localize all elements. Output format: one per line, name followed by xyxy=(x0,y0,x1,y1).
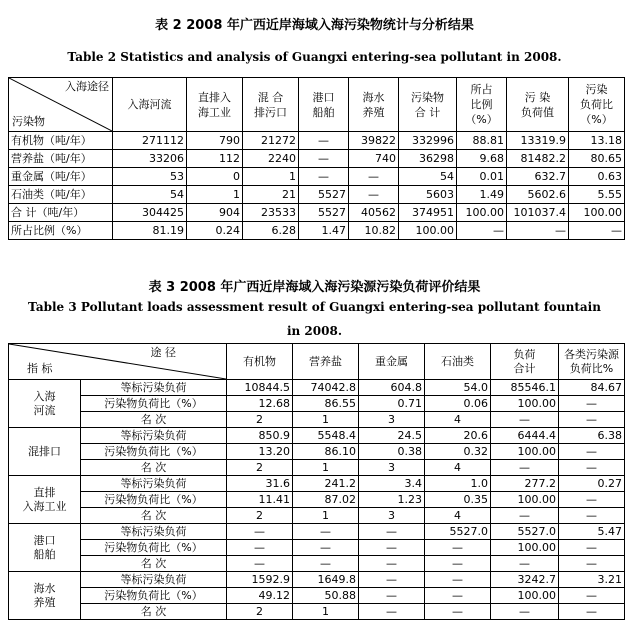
table2-cell: 740 xyxy=(349,150,399,168)
table3-group-label xyxy=(9,572,81,620)
header-line: 负荷比 xyxy=(580,98,613,111)
table3-cell: 2 xyxy=(227,460,293,476)
group-line: 混排口 xyxy=(28,444,61,458)
table2-cell: 100.00 xyxy=(399,222,457,240)
table2-row-label: 重金属（吨/年） xyxy=(9,168,113,186)
table3-col-header xyxy=(559,344,625,380)
table2-cell: — xyxy=(349,186,399,204)
table3-cell: — xyxy=(425,540,491,556)
table3-header-row xyxy=(9,344,625,380)
table3-cell: 3 xyxy=(359,412,425,428)
header-line: 合 计 xyxy=(414,105,441,119)
table2-cell: 5603 xyxy=(399,186,457,204)
header-line: 负荷比% xyxy=(569,361,614,375)
table2-cell: 632.7 xyxy=(507,168,569,186)
table2-row-label: 合 计（吨/年） xyxy=(9,204,113,222)
table2-col-header xyxy=(243,78,299,132)
table3-row xyxy=(9,524,625,540)
table2-cell: 39822 xyxy=(349,132,399,150)
table3-cell: — xyxy=(559,460,625,476)
header-line: （%） xyxy=(465,113,498,126)
table3-cell: 6444.4 xyxy=(491,428,559,444)
table3-cell: 5.47 xyxy=(559,524,625,540)
table3-cell: 74042.8 xyxy=(293,380,359,396)
table2-col-header xyxy=(399,78,457,132)
table3-col-header xyxy=(359,344,425,380)
table3-cell: 0.35 xyxy=(425,492,491,508)
table3-cell: 850.9 xyxy=(227,428,293,444)
table3-cell: 54.0 xyxy=(425,380,491,396)
table2-cell: 81482.2 xyxy=(507,150,569,168)
header-line: 营养盐 xyxy=(309,354,342,368)
table3-cell: 1 xyxy=(293,460,359,476)
table3-cell: 0.06 xyxy=(425,396,491,412)
table2-corner-bottom: 污染物 xyxy=(12,115,45,128)
table3-col-header xyxy=(425,344,491,380)
table2-row-label: 石油类（吨/年） xyxy=(9,186,113,204)
header-line: 重金属 xyxy=(375,354,408,368)
table3-cell: 1649.8 xyxy=(293,572,359,588)
table3-title-en-line2: in 2008. xyxy=(286,324,343,338)
table2-cell: 53 xyxy=(113,168,187,186)
table2-cell: — xyxy=(299,168,349,186)
table3-cell: 0.27 xyxy=(559,476,625,492)
table3-group-label xyxy=(9,428,81,476)
table3-cell: 0.71 xyxy=(359,396,425,412)
table3-cell: 100.00 xyxy=(491,444,559,460)
table2-cell: 0.24 xyxy=(187,222,243,240)
table2-cell: 5527 xyxy=(299,204,349,222)
group-line: 港口 xyxy=(33,533,56,547)
group-line: 入海 xyxy=(33,389,56,403)
table3-row-label: 污染物负荷比（%） xyxy=(81,588,227,604)
table3-cell: 100.00 xyxy=(491,492,559,508)
table2-cell: 1.49 xyxy=(457,186,507,204)
table3-cell: — xyxy=(559,556,625,572)
header-line: 混 合 xyxy=(257,90,284,104)
table3-corner-cell xyxy=(9,344,227,380)
table2-cell: 304425 xyxy=(113,204,187,222)
table3-cell: 50.88 xyxy=(293,588,359,604)
table2-cell: 5.55 xyxy=(569,186,625,204)
header-line: 负荷 xyxy=(513,347,536,361)
table2-cell: 36298 xyxy=(399,150,457,168)
table3-cell: — xyxy=(227,556,293,572)
table3-row xyxy=(9,460,625,476)
group-line: 河流 xyxy=(33,403,56,417)
table3-cell: 3 xyxy=(359,460,425,476)
group-line: 直排 xyxy=(33,485,56,499)
table3-row-label: 名 次 xyxy=(81,460,227,476)
table2-cell: 332996 xyxy=(399,132,457,150)
table2-cell: 1 xyxy=(243,168,299,186)
table3-cell: 13.20 xyxy=(227,444,293,460)
header-line: 入海河流 xyxy=(127,98,172,111)
table3-cell: 1 xyxy=(293,412,359,428)
table3-cell: 20.6 xyxy=(425,428,491,444)
header-line: 养殖 xyxy=(362,105,385,119)
header-line: （%） xyxy=(580,113,613,126)
table3-cell: — xyxy=(293,556,359,572)
table2-cell: 80.65 xyxy=(569,150,625,168)
table2-cell: 5602.6 xyxy=(507,186,569,204)
table3-cell: 4 xyxy=(425,412,491,428)
table3-row-label: 名 次 xyxy=(81,604,227,620)
table2-header-row xyxy=(9,78,625,132)
table3-cell: 31.6 xyxy=(227,476,293,492)
table3-row xyxy=(9,588,625,604)
table2-cell: 0 xyxy=(187,168,243,186)
table3-cell: 100.00 xyxy=(491,540,559,556)
table3-row xyxy=(9,396,625,412)
header-line: 所占 xyxy=(470,83,493,96)
table3-cell: — xyxy=(559,444,625,460)
table2-cell: 40562 xyxy=(349,204,399,222)
table2-cell: 33206 xyxy=(113,150,187,168)
table3-cell: — xyxy=(491,508,559,524)
table2-col-header xyxy=(299,78,349,132)
table3-cell: 277.2 xyxy=(491,476,559,492)
table3-cell: 3.21 xyxy=(559,572,625,588)
table2-cell: 54 xyxy=(113,186,187,204)
table2-cell: 6.28 xyxy=(243,222,299,240)
table3-cell: — xyxy=(293,540,359,556)
table3-cell: — xyxy=(359,540,425,556)
table2-cell: 790 xyxy=(187,132,243,150)
table3-cell: — xyxy=(425,556,491,572)
table3-cell: — xyxy=(559,396,625,412)
table3-cell: 1.0 xyxy=(425,476,491,492)
table2-cell: — xyxy=(299,150,349,168)
table3-cell: 5527.0 xyxy=(491,524,559,540)
table3-cell: — xyxy=(359,604,425,620)
table3-row-label: 名 次 xyxy=(81,556,227,572)
table3-cell: 1.23 xyxy=(359,492,425,508)
table2-cell: 112 xyxy=(187,150,243,168)
table2-title-cn: 表 2 2008 年广西近岸海域入海污染物统计与分析结果 xyxy=(155,18,474,33)
table3-cell: — xyxy=(491,412,559,428)
table3-cell: — xyxy=(559,412,625,428)
table3-group-label xyxy=(9,524,81,572)
table3-cell: 87.02 xyxy=(293,492,359,508)
table3-row xyxy=(9,492,625,508)
table3-row xyxy=(9,380,625,396)
table3-cell: 3 xyxy=(359,508,425,524)
table3-group-label xyxy=(9,476,81,524)
table2-cell: 88.81 xyxy=(457,132,507,150)
table3-col-header xyxy=(227,344,293,380)
header-line: 海水 xyxy=(362,90,385,104)
table3-row-label: 等标污染负荷 xyxy=(81,380,227,396)
table3-group-label xyxy=(9,380,81,428)
table3-row-label: 等标污染负荷 xyxy=(81,428,227,444)
table3-cell: 2 xyxy=(227,412,293,428)
table3-row-label: 污染物负荷比（%） xyxy=(81,540,227,556)
table3-cell: — xyxy=(359,572,425,588)
table3-cell: 85546.1 xyxy=(491,380,559,396)
table2-row-label: 有机物（吨/年） xyxy=(9,132,113,150)
table2-row xyxy=(9,168,625,186)
header-line: 污染物 xyxy=(411,90,444,104)
table3-corner-top: 途 径 xyxy=(150,346,176,359)
table2-cell: 10.82 xyxy=(349,222,399,240)
header-line: 港口 xyxy=(312,90,335,104)
table2-cell: 100.00 xyxy=(569,204,625,222)
group-line: 入海工业 xyxy=(22,499,67,513)
table3-title-en-line1: Table 3 Pollutant loads assessment result of Guangxi entering-sea pollutant fountain xyxy=(28,300,601,314)
table2-cell: 1.47 xyxy=(299,222,349,240)
table2-col-header xyxy=(349,78,399,132)
table2-cell: 1 xyxy=(187,186,243,204)
table3-cell: 100.00 xyxy=(491,396,559,412)
table3-cell: 4 xyxy=(425,460,491,476)
table3-cell: 3242.7 xyxy=(491,572,559,588)
header-line: 石油类 xyxy=(441,354,474,368)
table3-cell: — xyxy=(227,524,293,540)
table3-title-cn: 表 3 2008 年广西近岸海域入海污染源污染负荷评价结果 xyxy=(148,280,481,295)
header-line: 负荷值 xyxy=(521,105,554,119)
table3-row xyxy=(9,476,625,492)
table3-cell: 12.68 xyxy=(227,396,293,412)
table3-row-label: 名 次 xyxy=(81,412,227,428)
table2-cell: 21 xyxy=(243,186,299,204)
group-line: 船舶 xyxy=(33,547,56,561)
table2-cell: 271112 xyxy=(113,132,187,150)
table2-cell: — xyxy=(507,222,569,240)
table2-cell: 374951 xyxy=(399,204,457,222)
table3-corner-bottom: 指 标 xyxy=(27,362,53,375)
table2-cell: — xyxy=(569,222,625,240)
table3-cell: — xyxy=(425,604,491,620)
table3-row-label: 等标污染负荷 xyxy=(81,524,227,540)
table2-row-label: 所占比例（%） xyxy=(9,222,113,240)
table3-cell: 86.55 xyxy=(293,396,359,412)
table3-cell: 86.10 xyxy=(293,444,359,460)
table3-col-header xyxy=(491,344,559,380)
table2-cell: 0.63 xyxy=(569,168,625,186)
table2-cell: 100.00 xyxy=(457,204,507,222)
table3-row-label: 名 次 xyxy=(81,508,227,524)
table2-corner-cell xyxy=(9,78,113,132)
table2-cell: 23533 xyxy=(243,204,299,222)
table2-row xyxy=(9,204,625,222)
header-line: 污染 xyxy=(585,83,608,96)
table2-col-header xyxy=(113,78,187,132)
table2-cell: — xyxy=(457,222,507,240)
table3-cell: — xyxy=(359,556,425,572)
table2-cell: 54 xyxy=(399,168,457,186)
table3-cell: — xyxy=(359,524,425,540)
table2-cell: 21272 xyxy=(243,132,299,150)
table3-cell: — xyxy=(559,540,625,556)
table2-col-header xyxy=(507,78,569,132)
header-line: 船舶 xyxy=(312,105,335,119)
table3-row xyxy=(9,428,625,444)
table3-cell: — xyxy=(559,492,625,508)
table3-row-label: 等标污染负荷 xyxy=(81,476,227,492)
table2-cell: — xyxy=(299,132,349,150)
header-line: 排污口 xyxy=(254,105,287,119)
table3-row xyxy=(9,412,625,428)
table3-row-label: 污染物负荷比（%） xyxy=(81,444,227,460)
table3-cell: — xyxy=(425,588,491,604)
table2-cell: 5527 xyxy=(299,186,349,204)
table3-cell: — xyxy=(359,588,425,604)
table3-cell: 1 xyxy=(293,508,359,524)
table3-cell: 49.12 xyxy=(227,588,293,604)
table3-cell: — xyxy=(227,540,293,556)
table3-cell: 5527.0 xyxy=(425,524,491,540)
table3-cell: 24.5 xyxy=(359,428,425,444)
table3-cell: 604.8 xyxy=(359,380,425,396)
table2-row xyxy=(9,186,625,204)
table3-cell: — xyxy=(491,604,559,620)
table2-col-header xyxy=(569,78,625,132)
table2-cell: — xyxy=(349,168,399,186)
table2-cell: 13.18 xyxy=(569,132,625,150)
table2-col-header xyxy=(457,78,507,132)
table3-cell: — xyxy=(293,524,359,540)
table2-cell: 81.19 xyxy=(113,222,187,240)
table3-cell: — xyxy=(425,572,491,588)
group-line: 养殖 xyxy=(33,595,56,609)
header-line: 污 染 xyxy=(524,90,551,104)
table3-row xyxy=(9,444,625,460)
table2-row xyxy=(9,132,625,150)
table3-cell: 11.41 xyxy=(227,492,293,508)
header-line: 直排入 xyxy=(198,90,231,104)
header-line: 有机物 xyxy=(243,354,276,368)
table3-cell: 0.32 xyxy=(425,444,491,460)
table2-cell: 0.01 xyxy=(457,168,507,186)
table3-col-header xyxy=(293,344,359,380)
table2-cell: 9.68 xyxy=(457,150,507,168)
table2-title-en: Table 2 Statistics and analysis of Guangxi entering-sea pollutant in 2008. xyxy=(67,50,562,64)
table3-cell: 2 xyxy=(227,508,293,524)
table3-row xyxy=(9,556,625,572)
table2-col-header xyxy=(187,78,243,132)
table3 xyxy=(8,343,625,620)
table3-row xyxy=(9,508,625,524)
table2-cell: 904 xyxy=(187,204,243,222)
table3-cell: 1 xyxy=(293,604,359,620)
table2-cell: 13319.9 xyxy=(507,132,569,150)
table3-row-label: 污染物负荷比（%） xyxy=(81,492,227,508)
table2-cell: 101037.4 xyxy=(507,204,569,222)
table3-cell: 10844.5 xyxy=(227,380,293,396)
table3-cell: 1592.9 xyxy=(227,572,293,588)
table3-cell: 5548.4 xyxy=(293,428,359,444)
table3-row xyxy=(9,604,625,620)
table3-cell: 2 xyxy=(227,604,293,620)
table2-row-label: 营养盐（吨/年） xyxy=(9,150,113,168)
table2-row xyxy=(9,150,625,168)
table3-row-label: 等标污染负荷 xyxy=(81,572,227,588)
table3-row xyxy=(9,540,625,556)
table3-cell: 241.2 xyxy=(293,476,359,492)
table3-cell: — xyxy=(491,556,559,572)
table3-cell: 100.00 xyxy=(491,588,559,604)
table3-cell: — xyxy=(559,588,625,604)
table3-cell: 84.67 xyxy=(559,380,625,396)
table2-row xyxy=(9,222,625,240)
header-line: 各类污染源 xyxy=(564,347,619,361)
header-line: 比例 xyxy=(470,98,493,111)
header-line: 海工业 xyxy=(198,105,231,119)
table3-row xyxy=(9,572,625,588)
table3-cell: 6.38 xyxy=(559,428,625,444)
table3-cell: — xyxy=(491,460,559,476)
header-line: 合计 xyxy=(513,361,536,375)
table3-cell: 0.38 xyxy=(359,444,425,460)
group-line: 海水 xyxy=(33,581,56,595)
table2 xyxy=(8,77,625,240)
table3-cell: 4 xyxy=(425,508,491,524)
table2-cell: 2240 xyxy=(243,150,299,168)
table3-cell: 3.4 xyxy=(359,476,425,492)
table3-cell: — xyxy=(559,604,625,620)
table3-cell: — xyxy=(559,508,625,524)
table2-corner-top: 入海途径 xyxy=(65,80,109,93)
table3-row-label: 污染物负荷比（%） xyxy=(81,396,227,412)
